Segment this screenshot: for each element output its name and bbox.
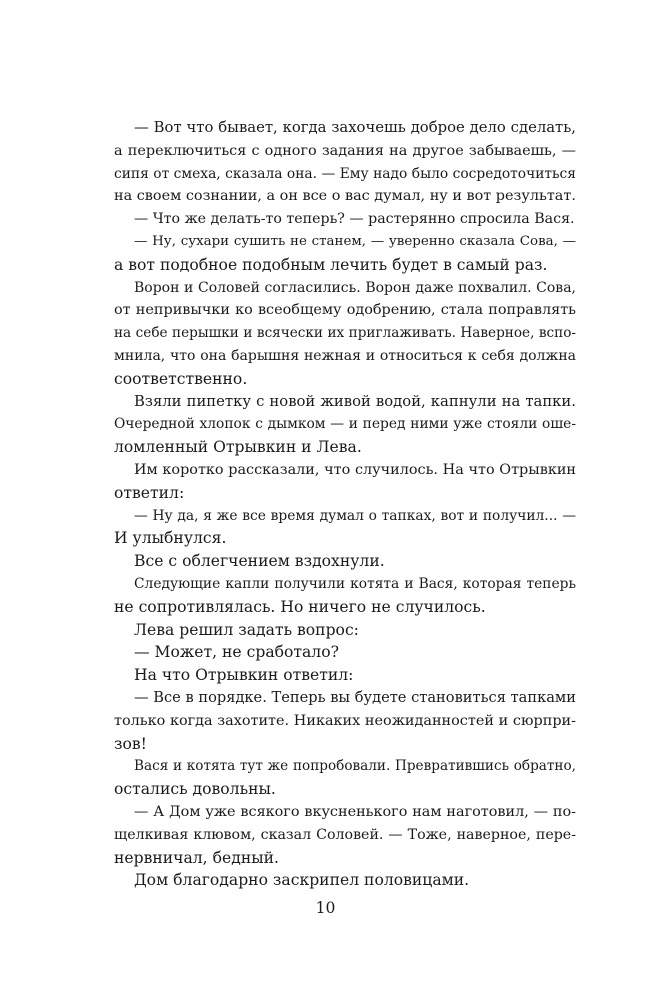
text-line: Им коротко рассказали, что случилось. На что Отрывкин — [134, 461, 576, 478]
text-line: не сопротивлялась. Но ничего не случилось. — [114, 597, 486, 616]
text-line: Следующие капли получили котята и Вася, которая теперь — [134, 575, 576, 592]
text-line: от непривычки ко всеобщему одобрению, стала поправлять — [114, 302, 576, 319]
text-line: остались довольны. — [114, 780, 276, 799]
text-line: — Что же делать-то теперь? — растерянно спросила Вася. — [134, 211, 575, 228]
text-line: только когда захотите. Никаких неожиданностей и сюрпри- — [114, 712, 576, 729]
text-line: На что Отрывкин ответил: — [134, 666, 354, 685]
page-number: 10 — [315, 899, 336, 917]
text-line: Вася и котята тут же попробовали. Превратившись обратно, — [134, 758, 576, 775]
text-line: — А Дом уже всякого вкусненького нам наготовил, — по- — [134, 803, 576, 820]
text-line: сипя от смеха, сказала она. — Ему надо было сосредоточиться — [114, 165, 576, 182]
text-line: зов! — [114, 734, 147, 753]
text-line: Очередной хлопок с дымком — и перед ними уже стояли оше- — [114, 416, 576, 433]
text-line: Лева решил задать вопрос: — [134, 620, 359, 639]
text-line: Взяли пипетку с новой живой водой, капнули на тапки. — [134, 392, 576, 410]
text-line: — Ну, сухари сушить не станем, — уверенно сказала Сова, — — [134, 233, 576, 249]
text-line: — Может, не сработало? — [134, 643, 339, 662]
text-line: соответственно. — [114, 369, 248, 388]
text-line: И улыбнулся. — [114, 529, 227, 548]
text-line: — Все в порядке. Теперь вы будете становиться тапками — [134, 688, 576, 706]
text-line: ломленный Отрывкин и Лева. — [114, 438, 362, 457]
text-line: Ворон и Соловей согласились. Ворон даже похвалил. Сова, — [134, 279, 576, 296]
text-line: Все с облегчением вздохнули. — [134, 552, 385, 571]
text-line: ответил: — [114, 483, 185, 502]
text-line: мнила, что она барышня нежная и относиться к себя должна — [114, 347, 576, 364]
text-line: на своем сознании, а он все о вас думал, ну и вот результат. — [114, 188, 576, 205]
text-line: а вот подобное подобным лечить будет в самый раз. — [114, 255, 548, 274]
text-line: — Ну да, я же все время думал о тапках, вот и получил... — — [134, 507, 576, 524]
text-line: а переключиться с одного задания на другое забываешь, — — [114, 142, 576, 159]
text-line: Дом благодарно заскрипел половицами. — [134, 871, 470, 890]
text-line: нервничал, бедный. — [114, 848, 279, 867]
text-line: на себе перышки и всячески их приглаживать. Наверное, вспо- — [114, 325, 576, 342]
text-line: щелкивая клювом, сказал Соловей. — Тоже, наверное, пере- — [114, 826, 576, 843]
text-line: — Вот что бывает, когда захочешь доброе дело сделать, — [134, 119, 576, 136]
body-text — [114, 117, 576, 892]
